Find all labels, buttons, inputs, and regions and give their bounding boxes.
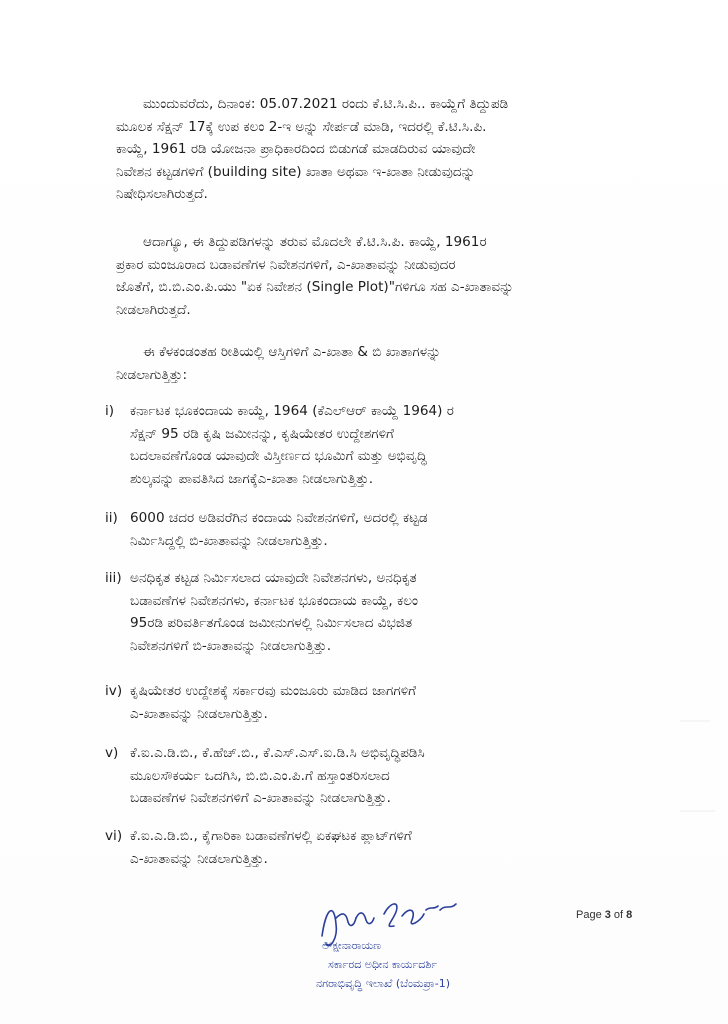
list-item-line: 6000 ಚದರ ಅಡಿವರೆಗಿನ ಕಂದಾಯ ನಿವೇಶನಗಳಿಗೆ, ಅದರಲ್ಲಿ ಕಟ್ಟಡ	[130, 510, 428, 526]
list-item-line: ಎ-ಖಾತಾವನ್ನು ನೀಡಲಾಗುತ್ತಿತ್ತು.	[130, 850, 268, 867]
list-item-body	[130, 507, 657, 552]
paragraph-line: ಪ್ರಕಾರ ಮಂಜೂರಾದ ಬಡಾವಣೆಗಳ ನಿವೇಶನಗಳಿಗೆ, ಎ-ಖಾತಾವನ್ನು ನೀಡುವುದರ	[116, 256, 456, 273]
list-item-number: i)	[105, 403, 115, 419]
paragraph-line: ಕಾಯ್ದೆ, 1961 ರಡಿ ಯೋಜನಾ ಪ್ರಾಧಿಕಾರದಿಂದ ಬಿಡುಗಡೆ ಮಾಡದಿರುವ ಯಾವುದೇ	[116, 141, 476, 157]
list-item-number: vi)	[105, 828, 123, 844]
bleed-through-mark	[680, 720, 710, 722]
stamp-name: ಲ್ಕ್ಷೀನಾರಾಯಣ	[322, 939, 381, 952]
list-item-number: iii)	[105, 570, 122, 586]
paragraph-line: ನಿವೇಶನ ಕಟ್ಟಡಗಳಿಗೆ (building site) ಖಾತಾ ಅಥವಾ ಇ-ಖಾತಾ ನೀಡುವುದನ್ನು	[116, 163, 476, 180]
paragraph-line: ಆದಾಗ್ಯೂ, ಈ ತಿದ್ದುಪಡಿಗಳನ್ನು ತರುವ ಮೊದಲೇ ಕೆ.ಟಿ.ಸಿ.ಪಿ. ಕಾಯ್ದೆ, 1961ರ	[143, 234, 487, 250]
page-total: 8	[626, 909, 633, 921]
paragraph-line: ನೀಡಲಾಗುತ್ತಿತ್ತು:	[116, 366, 188, 383]
paragraph-line: ಜೊತೆಗೆ, ಬಿ.ಬಿ.ಎಂ.ಪಿ.ಯು "ಏಕ ನಿವೇಶನ (Single Plot)"ಗಳಿಗೂ ಸಹ ಎ-ಖಾತಾವನ್ನು	[116, 279, 514, 295]
list-item-body	[130, 680, 657, 725]
list-item-number: v)	[105, 745, 119, 761]
paragraph-2	[116, 231, 656, 321]
list-item-body	[130, 742, 657, 810]
list-item-line: ಕೃಷಿಯೇತರ ಉದ್ದೇಶಕ್ಕೆ ಸರ್ಕಾರವು ಮಂಜೂರು ಮಾಡಿದ ಜಾಗಗಳಿಗೆ	[130, 683, 417, 699]
paragraph-line: ಮೂಲಕ ಸೆಕ್ಷನ್ 17ಕ್ಕೆ ಉಪ ಕಲಂ 2-ಇ ಅನ್ನು ಸೇರ್ಪಡೆ ಮಾಡಿ, ಇದರಲ್ಲಿ ಕೆ.ಟಿ.ಸಿ.ಪಿ.	[116, 118, 487, 135]
list-item-body	[130, 400, 657, 490]
list-item-line: ಬಡಾವಣೆಗಳ ನಿವೇಶನಗಳು, ಕರ್ನಾಟಕ ಭೂಕಂದಾಯ ಕಾಯ್ದೆ, ಕಲಂ	[130, 592, 419, 609]
page-prefix: Page	[576, 909, 605, 921]
list-item-line: ಎ-ಖಾತಾವನ್ನು ನೀಡಲಾಗುತ್ತಿತ್ತು.	[130, 705, 268, 722]
paragraph-line: ನೀಡಲಾಗಿರುತ್ತದೆ.	[116, 301, 191, 318]
stamp-designation: ಸರ್ಕಾರದ ಅಧೀನ ಕಾರ್ಯದರ್ಶಿ	[328, 958, 438, 971]
list-item-line: 95ರಡಿ ಪರಿವರ್ತಿತಗೊಂಡ ಜಮೀನುಗಳಲ್ಲಿ ನಿರ್ಮಿಸಲಾದ ವಿಭಜಿತ	[130, 615, 413, 631]
list-item-line: ಕರ್ನಾಟಕ ಭೂಕಂದಾಯ ಕಾಯ್ದೆ, 1964 (ಕೆಎಲ್‌ಆರ್ ಕಾಯ್ದೆ 1964) ರ	[130, 403, 454, 419]
paragraph-line: ಈ ಕೆಳಕಂಡಂತಹ ರೀತಿಯಲ್ಲಿ ಆಸ್ತಿಗಳಿಗೆ ಎ-ಖಾತಾ & ಬಿ ಖಾತಾಗಳನ್ನು	[143, 344, 441, 360]
paragraph-line: ಮುಂದುವರೆದು, ದಿನಾಂಕ: 05.07.2021 ರಂದು ಕೆ.ಟಿ.ಸಿ.ಪಿ.. ಕಾಯ್ದೆಗೆ ತಿದ್ದುಪಡಿ	[143, 96, 509, 112]
list-item-body	[130, 567, 657, 657]
list-item-number: ii)	[105, 510, 118, 526]
list-item-line: ಸೆಕ್ಷನ್ 95 ರಡಿ ಕೃಷಿ ಜಮೀನನ್ನು, ಕೃಷಿಯೇತರ ಉದ್ದೇಶಗಳಿಗೆ	[130, 425, 394, 442]
list-item-line: ಬಡಾವಣೆಗಳ ನಿವೇಶನಗಳಿಗೆ ಎ-ಖಾತಾವನ್ನು ನೀಡಲಾಗುತ್ತಿತ್ತು.	[130, 790, 391, 806]
stamp-department: ನಗರಾಭಿವೃದ್ಧಿ ಇಲಾಖೆ (ಬೆಂಮಪ್ರಾ-1)	[316, 977, 451, 990]
paragraph-3	[116, 341, 656, 386]
stamp-text	[316, 936, 516, 993]
list-item-line: ಶುಲ್ಕವನ್ನು ಪಾವತಿಸಿದ ಜಾಗಕ್ಕೆಎ-ಖಾತಾ ನೀಡಲಾಗುತ್ತಿತ್ತು.	[130, 470, 374, 487]
bleed-through-mark	[680, 810, 715, 812]
list-item-line: ಬದಲಾವಣೆಗೊಂಡ ಯಾವುದೇ ವಿಸ್ತೀರ್ಣದ ಭೂಮಿಗೆ ಮತ್ತು ಅಭಿವೃದ್ಧಿ	[130, 448, 427, 464]
list-item-number: iv)	[105, 683, 123, 699]
list-item-line: ಕೆ.ಐ.ಎ.ಡಿ.ಬಿ., ಕೈಗಾರಿಕಾ ಬಡಾವಣೆಗಳಲ್ಲಿ ಏಕಘಟಕ ಪ್ಲಾಟ್‌ಗಳಿಗೆ	[130, 828, 412, 844]
paragraph-line: ನಿಷೇಧಿಸಲಾಗಿರುತ್ತದೆ.	[116, 186, 208, 202]
list-item-line: ಅನಧಿಕೃತ ಕಟ್ಟಡ ನಿರ್ಮಿಸಲಾದ ಯಾವುದೇ ನಿವೇಶನಗಳು, ಅನಧಿಕೃತ	[130, 570, 417, 586]
page-number	[576, 909, 632, 921]
list-item-line: ನಿವೇಶನಗಳಿಗೆ ಬಿ-ಖಾತಾವನ್ನು ನೀಡಲಾಗುತ್ತಿತ್ತು.	[130, 637, 332, 654]
list-item-line: ಕೆ.ಐ.ಎ.ಡಿ.ಬಿ., ಕೆ.ಹೆಚ್.ಬಿ., ಕೆ.ಎಸ್.ಎಸ್.ಐ.ಡಿ.ಸಿ ಅಭಿವೃದ್ಧಿಪಡಿಸಿ	[130, 745, 425, 761]
page-of: of	[610, 909, 627, 921]
list-item-line: ಮೂಲಸೌಕರ್ಯ ಒದಗಿಸಿ, ಬಿ.ಬಿ.ಎಂ.ಪಿ.ಗೆ ಹಸ್ತಾಂತರಿಸಲಾದ	[130, 767, 390, 784]
list-item-line: ನಿರ್ಮಿಸಿದ್ದಲ್ಲಿ ಬಿ-ಖಾತಾವನ್ನು ನೀಡಲಾಗುತ್ತಿತ್ತು.	[130, 532, 328, 549]
page-current: 3	[604, 909, 611, 921]
paragraph-1	[116, 93, 656, 206]
list-item-body	[130, 825, 657, 870]
